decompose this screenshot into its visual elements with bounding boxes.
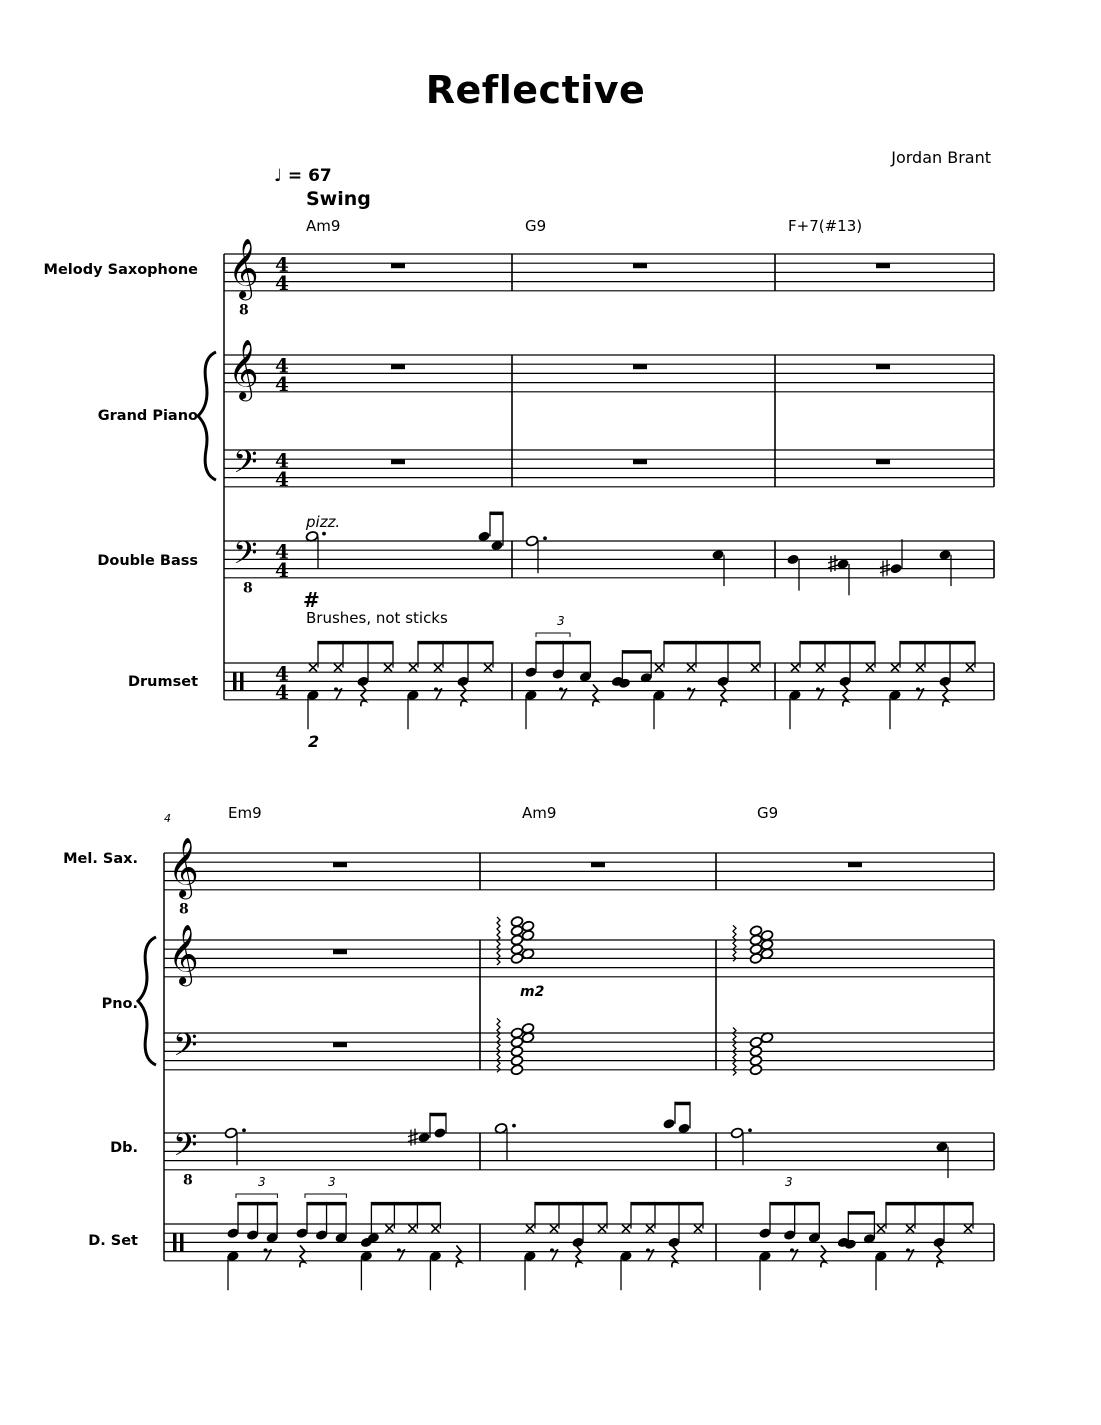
whole-rest: [391, 263, 405, 268]
beam: [535, 1202, 607, 1206]
treble-clef: 𝄞: [168, 924, 199, 985]
octave-mark: 8: [183, 1172, 193, 1189]
instrument-label-db: Db.: [110, 1140, 138, 1156]
notehead: [224, 1127, 237, 1139]
eighth-rest: [816, 687, 820, 691]
quarter-rest: [943, 684, 948, 706]
eighth-rest: [434, 687, 438, 691]
quarter-rest: [300, 1245, 305, 1267]
quarter-rest: [721, 684, 726, 706]
whole-rest: [876, 459, 890, 464]
whole-rest: [848, 862, 862, 867]
beam: [430, 1113, 446, 1117]
beam: [536, 641, 590, 645]
augmentation-dot: [322, 532, 326, 536]
x-notehead: [687, 664, 695, 672]
time-signature-numerator: 4: [275, 252, 289, 277]
x-notehead: [966, 664, 974, 672]
beam: [622, 650, 651, 654]
instrument-label-pno: Pno.: [101, 996, 138, 1012]
bass-clef: 𝄢: [233, 534, 258, 579]
instrument-label-drumset: Drumset: [127, 674, 198, 690]
tuplet-bracket: [236, 1194, 277, 1198]
eighth-rest: [264, 1248, 268, 1252]
x-notehead: [434, 664, 442, 672]
eighth-rest: [550, 1248, 554, 1252]
whole-rest: [333, 1042, 347, 1047]
x-notehead: [409, 664, 417, 672]
octave-mark: 8: [243, 580, 253, 597]
score-title: Reflective: [425, 68, 646, 112]
notehead: [433, 1127, 446, 1139]
whole-rest: [633, 364, 647, 369]
tuplet-number: 3: [258, 1175, 266, 1189]
beam: [307, 1202, 346, 1206]
tempo-marking: ♩ = 67: [274, 166, 332, 186]
x-notehead: [484, 664, 492, 672]
tuplet-bracket: [305, 1194, 346, 1198]
piano-pedal-mark: m2: [520, 984, 545, 1000]
x-notehead: [694, 1225, 702, 1233]
foot-mark: 2: [308, 732, 320, 751]
tuplet-number: 3: [557, 614, 565, 628]
pizzicato-marking: pizz.: [306, 513, 341, 531]
composer-name: Jordan Brant: [891, 148, 991, 167]
treble-clef: 𝄞: [228, 339, 259, 400]
arpeggio-line: [733, 925, 736, 961]
beam: [886, 1202, 973, 1206]
x-notehead: [385, 1225, 393, 1233]
octave-mark: 8: [179, 901, 189, 918]
beam: [418, 641, 493, 645]
beam: [675, 1102, 690, 1106]
quarter-rest: [461, 684, 466, 706]
instrument-label-mel-sax: Mel. Sax.: [63, 851, 138, 867]
notehead: [786, 554, 799, 566]
x-notehead: [916, 664, 924, 672]
tuplet-number: 3: [328, 1175, 336, 1189]
eighth-rest: [334, 687, 338, 691]
beam: [238, 1202, 277, 1206]
quarter-rest: [937, 1245, 942, 1267]
augmentation-dot: [242, 1128, 246, 1132]
whole-rest: [333, 949, 347, 954]
time-signature-numerator: 4: [275, 353, 289, 378]
percussion-clef: [240, 672, 244, 690]
whole-rest: [391, 364, 405, 369]
x-notehead: [334, 664, 342, 672]
x-notehead: [891, 664, 899, 672]
x-notehead: [598, 1225, 606, 1233]
x-notehead: [622, 1225, 630, 1233]
chord-symbol: Am9: [306, 217, 341, 235]
beam: [770, 1202, 819, 1206]
x-notehead: [526, 1225, 534, 1233]
x-notehead: [384, 664, 392, 672]
eighth-rest: [559, 687, 563, 691]
tuplet-number: 3: [785, 1175, 793, 1189]
eighth-rest: [916, 687, 920, 691]
time-signature-denominator: 4: [275, 466, 289, 491]
beam: [490, 512, 503, 516]
notehead: [662, 1118, 675, 1130]
chord-symbol: Am9: [522, 804, 557, 822]
quarter-rest: [843, 684, 848, 706]
quarter-rest: [456, 1245, 461, 1267]
x-notehead: [431, 1225, 439, 1233]
beam: [900, 641, 975, 645]
time-signature-denominator: 4: [275, 270, 289, 295]
instrument-label-d-set: D. Set: [88, 1233, 138, 1249]
whole-rest: [876, 364, 890, 369]
piano-brace: [198, 352, 216, 480]
x-notehead: [646, 1225, 654, 1233]
augmentation-dot: [543, 536, 547, 540]
eighth-rest: [397, 1248, 401, 1252]
x-notehead: [816, 664, 824, 672]
x-notehead: [906, 1225, 914, 1233]
notehead: [525, 535, 538, 547]
drum-instruction: Brushes, not sticks: [306, 609, 448, 627]
x-notehead: [866, 664, 874, 672]
sharp-accidental: [408, 1129, 418, 1146]
beam: [664, 641, 760, 645]
quarter-rest: [821, 1245, 826, 1267]
time-signature-denominator: 4: [275, 679, 289, 704]
whole-rest: [876, 263, 890, 268]
arpeggio-line: [497, 1018, 500, 1072]
chord-symbol: G9: [757, 804, 779, 822]
bass-clef: 𝄢: [233, 443, 258, 488]
chord-symbol: Em9: [228, 804, 262, 822]
bass-clef: 𝄢: [173, 1126, 198, 1171]
whole-rest: [391, 459, 405, 464]
percussion-clef: [173, 1233, 177, 1251]
instrument-label-melody-saxophone: Melody Saxophone: [43, 262, 198, 278]
eighth-rest: [687, 687, 691, 691]
time-signature-numerator: 4: [275, 539, 289, 564]
eighth-rest: [790, 1248, 794, 1252]
octave-mark: 8: [239, 302, 249, 319]
quarter-rest: [593, 684, 598, 706]
notehead: [889, 563, 902, 575]
beam: [371, 1202, 440, 1206]
quarter-rest: [672, 1245, 677, 1267]
chord-notehead: [521, 920, 534, 932]
x-notehead: [309, 664, 317, 672]
piano-brace: [138, 937, 156, 1065]
whole-rest: [591, 862, 605, 867]
treble-clef: 𝄞: [228, 238, 259, 299]
style-marking: Swing: [306, 188, 371, 210]
eighth-rest: [906, 1248, 910, 1252]
percussion-clef: [233, 672, 237, 690]
x-notehead: [751, 664, 759, 672]
x-notehead: [791, 664, 799, 672]
instrument-label-double-bass: Double Bass: [97, 553, 198, 569]
whole-rest: [633, 263, 647, 268]
x-notehead: [964, 1225, 972, 1233]
quarter-rest: [576, 1245, 581, 1267]
chord-symbol: F+7(#13): [788, 217, 863, 235]
notehead: [730, 1127, 743, 1139]
beam: [631, 1202, 703, 1206]
time-signature-denominator: 4: [275, 557, 289, 582]
sharp-sign: #: [303, 588, 320, 612]
whole-rest: [333, 862, 347, 867]
time-signature-numerator: 4: [275, 661, 289, 686]
beam: [848, 1211, 874, 1215]
augmentation-dot: [748, 1128, 752, 1132]
percussion-clef: [180, 1233, 184, 1251]
chord-notehead: [510, 916, 523, 928]
treble-clef: 𝄞: [168, 837, 199, 898]
sharp-accidental: [828, 555, 838, 572]
time-signature-numerator: 4: [275, 448, 289, 473]
x-notehead: [408, 1225, 416, 1233]
bass-clef: 𝄢: [173, 1026, 198, 1071]
chord-notehead: [749, 925, 762, 937]
beam: [800, 641, 875, 645]
chord-symbol: G9: [525, 217, 547, 235]
time-signature-denominator: 4: [275, 371, 289, 396]
tuplet-bracket: [536, 633, 570, 637]
measure-number: 4: [164, 812, 171, 825]
whole-rest: [633, 459, 647, 464]
x-notehead: [877, 1225, 885, 1233]
instrument-label-grand-piano: Grand Piano: [97, 408, 198, 424]
x-notehead: [550, 1225, 558, 1233]
x-notehead: [655, 664, 663, 672]
beam: [318, 641, 393, 645]
eighth-rest: [646, 1248, 650, 1252]
augmentation-dot: [512, 1124, 516, 1128]
arpeggio-line: [497, 917, 500, 965]
quarter-rest: [361, 684, 366, 706]
